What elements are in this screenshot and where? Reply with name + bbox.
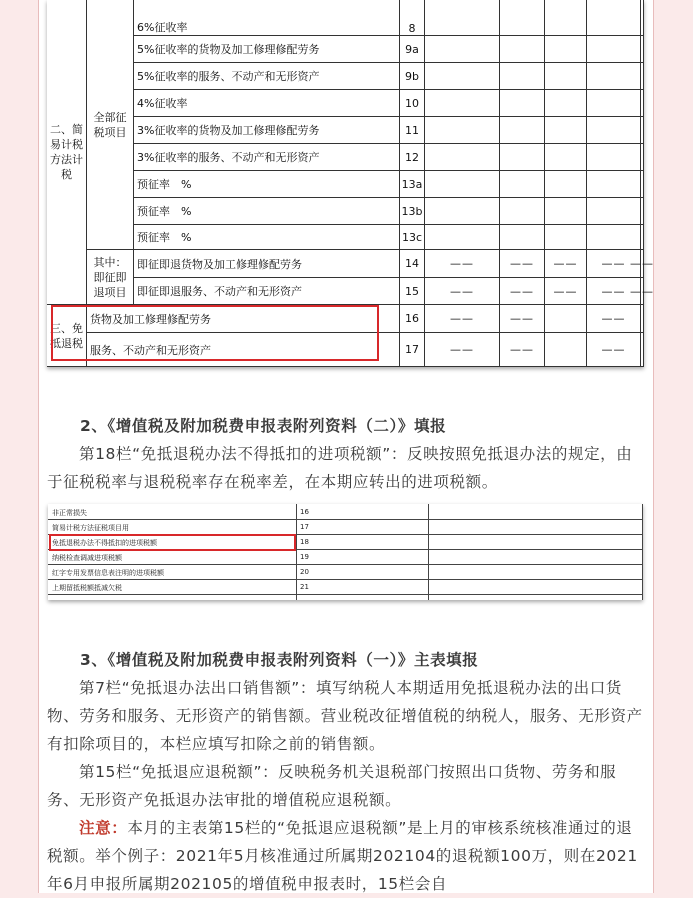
value-cell: [545, 117, 587, 144]
value-cell: [500, 63, 545, 90]
row-number: 13b: [400, 198, 425, 225]
table2-row: [48, 565, 643, 580]
row-label: 预征率 %: [134, 198, 400, 225]
table2-number: 19: [300, 553, 309, 561]
value-cell: [587, 36, 641, 63]
row-label: 4%征收率: [134, 90, 400, 117]
value-cell: [641, 144, 644, 171]
table2-label: 免抵退税办法不得抵扣的进项税额: [52, 539, 157, 547]
value-cell: ——: [500, 305, 545, 333]
row-number: 10: [400, 90, 425, 117]
section3-paragraph-2: 第15栏“免抵退应退税额”：反映税务机关退税部门按照出口货物、劳务和服务、无形资产免抵退办法审批的增值税应退税额。: [47, 763, 617, 809]
value-cell: [500, 117, 545, 144]
value-cell: ——: [425, 278, 500, 305]
value-cell: ——: [425, 305, 500, 333]
row-number: 9b: [400, 63, 425, 90]
value-cell: [587, 225, 641, 250]
value-cell: [545, 333, 587, 367]
section2-paragraph: 第18栏“免抵退税办法不得抵扣的进项税额”：反映按照免抵退办法的规定，由于征税税率与退税税率存在税率差，在本期应转出的进项税额。: [47, 445, 633, 491]
value-cell: [545, 0, 587, 36]
value-cell: [545, 171, 587, 198]
value-cell: [500, 0, 545, 36]
table2-label: 非正常损失: [52, 509, 87, 517]
value-cell: [425, 63, 500, 90]
row-number: 8: [400, 0, 425, 36]
row-label: 货物及加工修理修配劳务: [87, 305, 400, 333]
value-cell: ——: [500, 333, 545, 367]
value-cell: ——: [641, 278, 644, 305]
section3-paragraph-1: 第7栏“免抵退办法出口销售额”：填写纳税人本期适用免抵退税办法的出口货物、劳务和服务、无形资产的销售额。营业税改征增值税的纳税人，服务、无形资产有扣除项目的，本栏应填写扣除之前的销售额。: [47, 679, 643, 753]
value-cell: [587, 198, 641, 225]
value-cell: ——: [587, 278, 641, 305]
value-cell: [641, 117, 644, 144]
value-cell: [641, 333, 644, 367]
value-cell: [545, 144, 587, 171]
value-cell: [545, 36, 587, 63]
row-label: 即征即退货物及加工修理修配劳务: [134, 250, 400, 278]
table2-label: 红字专用发票信息表注明的进项税额: [52, 569, 164, 577]
value-cell: [545, 305, 587, 333]
row-number: 15: [400, 278, 425, 305]
value-cell: [425, 90, 500, 117]
row-number: 13a: [400, 171, 425, 198]
row-number: 9a: [400, 36, 425, 63]
value-cell: ——: [587, 333, 641, 367]
value-cell: [587, 144, 641, 171]
value-cell: ——: [587, 305, 641, 333]
value-cell: ——: [425, 333, 500, 367]
value-cell: [641, 0, 644, 36]
section2-heading: 2、《增值税及附加税费申报表附列资料（二）》填报: [80, 417, 447, 435]
row-label: 5%征收率的服务、不动产和无形资产: [134, 63, 400, 90]
value-cell: [545, 198, 587, 225]
value-cell: [587, 117, 641, 144]
section3-label: 三、免抵退税: [47, 305, 87, 367]
value-cell: ——: [587, 250, 641, 278]
value-cell: [587, 90, 641, 117]
value-cell: [425, 117, 500, 144]
note-paragraph: [47, 814, 643, 898]
value-cell: [545, 63, 587, 90]
value-cell: [641, 305, 644, 333]
table2-label: 上期留抵税额抵减欠税: [52, 584, 122, 592]
value-cell: ——: [500, 250, 545, 278]
row-number: 12: [400, 144, 425, 171]
note-text: 本月的主表第15栏的“免抵退应退税额”是上月的审核系统核准通过的退税额。举个例子：2021年5月核准通过所属期202104的退税额100万，则在2021年6月申报所属期202105的增值税申报表时，15栏会自: [47, 819, 638, 893]
row-label: 服务、不动产和无形资产: [87, 333, 400, 367]
row-number: 13c: [400, 225, 425, 250]
table2-row: [48, 580, 643, 595]
value-cell: ——: [641, 250, 644, 278]
value-cell: ——: [545, 250, 587, 278]
value-cell: [641, 225, 644, 250]
value-cell: [500, 90, 545, 117]
table2-number: 18: [300, 538, 309, 546]
vat-table-1: [47, 0, 654, 367]
value-cell: [641, 63, 644, 90]
highlight-box-1: [51, 305, 379, 361]
table2-label: 纳税检查调减进项税额: [52, 554, 122, 562]
highlight-box-2: [49, 534, 296, 551]
row-number: 16: [400, 305, 425, 333]
value-cell: [425, 198, 500, 225]
table2-row: [48, 505, 643, 520]
value-cell: [500, 36, 545, 63]
section2-label: 二、简易计税方法计税: [47, 0, 87, 305]
table2-label: 简易计税方法征税项目用: [52, 524, 129, 532]
row-label: 3%征收率的服务、不动产和无形资产: [134, 144, 400, 171]
value-cell: [545, 90, 587, 117]
table2-number: 20: [300, 568, 309, 576]
value-cell: [425, 36, 500, 63]
value-cell: [425, 0, 500, 36]
value-cell: [641, 36, 644, 63]
value-cell: [587, 171, 641, 198]
table2-number: 16: [300, 508, 309, 516]
all-items-label: 全部征税项目: [87, 0, 134, 250]
row-label: 预征率 %: [134, 225, 400, 250]
row-label: 即征即退服务、不动产和无形资产: [134, 278, 400, 305]
vat-table-2: [48, 504, 643, 600]
value-cell: [500, 198, 545, 225]
value-cell: [641, 90, 644, 117]
row-number: 17: [400, 333, 425, 367]
value-cell: ——: [425, 250, 500, 278]
row-label: 3%征收率的货物及加工修理修配劳务: [134, 117, 400, 144]
value-cell: [425, 171, 500, 198]
row-label: 6%征收率: [134, 0, 400, 36]
value-cell: ——: [500, 278, 545, 305]
value-cell: [587, 63, 641, 90]
row-number: 14: [400, 250, 425, 278]
value-cell: [641, 171, 644, 198]
value-cell: [500, 144, 545, 171]
value-cell: [641, 198, 644, 225]
row-label: 预征率 %: [134, 171, 400, 198]
section3-heading: 3、《增值税及附加税费申报表附列资料（一）》主表填报: [80, 651, 479, 669]
value-cell: [545, 225, 587, 250]
row-label: 5%征收率的货物及加工修理修配劳务: [134, 36, 400, 63]
row-number: 11: [400, 117, 425, 144]
table2-number: 17: [300, 523, 309, 531]
value-cell: [500, 225, 545, 250]
value-cell: [425, 225, 500, 250]
note-label: 注意：: [79, 819, 128, 837]
table2-row: [48, 550, 643, 565]
value-cell: [425, 144, 500, 171]
value-cell: [500, 171, 545, 198]
table2-number: 21: [300, 583, 309, 591]
immediate-refund-label: 其中：即征即退项目: [87, 250, 134, 305]
value-cell: ——: [545, 278, 587, 305]
table2-row: [48, 520, 643, 535]
value-cell: [587, 0, 641, 36]
